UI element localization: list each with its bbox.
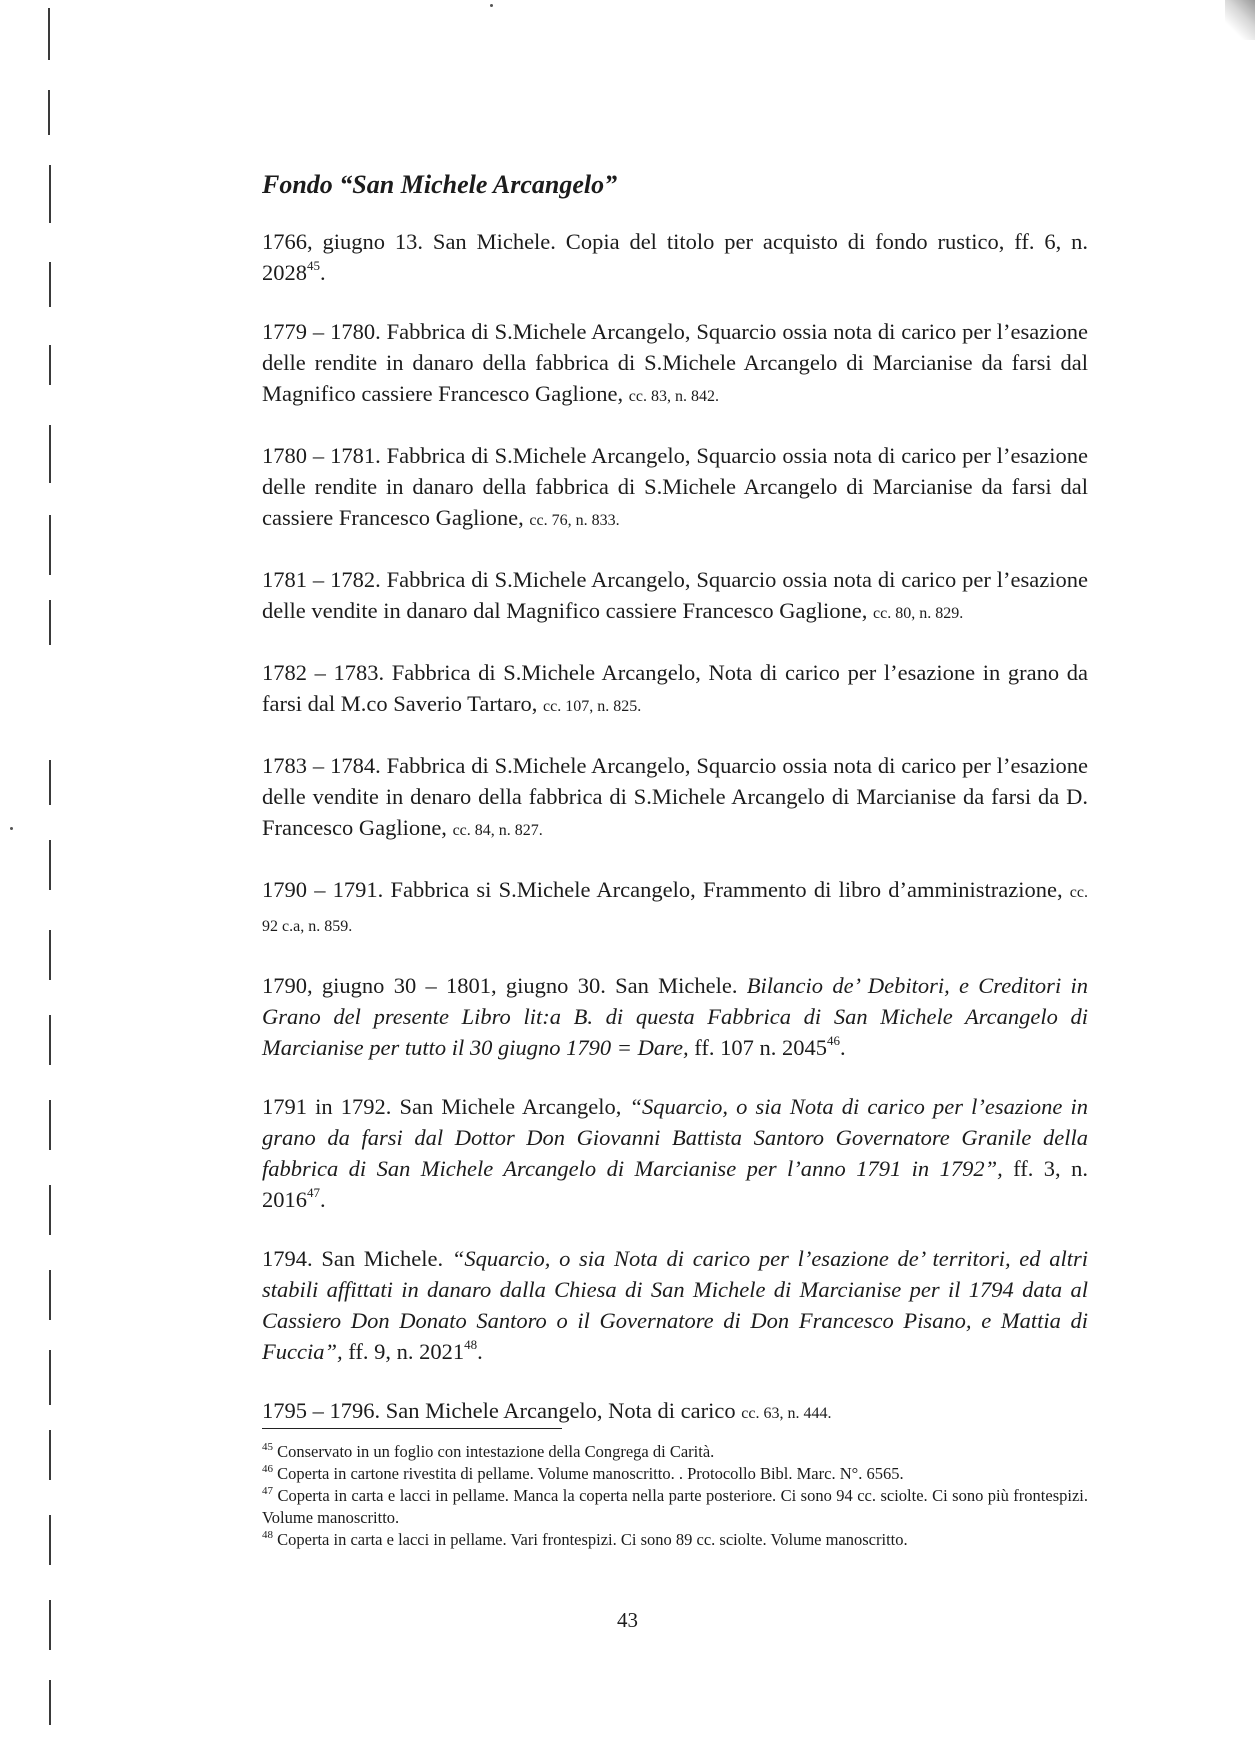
- archive-entry-1779: [262, 316, 1088, 412]
- archive-entry-1780: [262, 440, 1088, 536]
- section-heading: Fondo “San Michele Arcangelo”: [262, 170, 618, 199]
- footnote-48: [262, 1529, 1088, 1551]
- entry-text: 1783 – 1784. Fabbrica di S.Michele Arcangelo, Squarcio ossia nota di carico per l’esazione delle vendite in denaro della fabbrica di S.Michele Arcangelo di Marcianise da farsi da D. Francesco Gaglione,: [262, 753, 1088, 840]
- archive-entry-1791: [262, 1091, 1088, 1215]
- scan-edge-line: [49, 1015, 51, 1065]
- entry-end: .: [320, 260, 326, 285]
- main-content: [262, 170, 1088, 1457]
- footnote-number: 45: [262, 1440, 273, 1453]
- entry-reference: ff. 9, n. 2021: [342, 1339, 465, 1364]
- entry-text: 1795 – 1796. San Michele Arcangelo, Nota di carico: [262, 1398, 742, 1423]
- entry-text: 1782 – 1783. Fabbrica di S.Michele Arcangelo, Nota di carico per l’esazione in grano da farsi dal M.co Saverio Tartaro,: [262, 660, 1088, 716]
- entry-title: “Squarcio, o sia Nota di carico per l’esazione in grano da farsi dal Dottor Don Giovanni Battista Santoro Governatore Granile della fabbrica di San Michele Arcangelo di Marcianise per l’anno 1791 in 1792”,: [262, 1094, 1088, 1181]
- scan-edge-line: [49, 425, 51, 483]
- scan-edge-line: [49, 165, 51, 223]
- archive-entry-1783: [262, 750, 1088, 846]
- footnote-45: [262, 1441, 1088, 1463]
- footnote-text: Coperta in carta e lacci in pellame. Manca la coperta nella parte posteriore. Ci sono 94 cc. sciolte. Ci sono più frontespizi. Volume manoscritto.: [262, 1486, 1088, 1527]
- scan-edge-line: [49, 515, 51, 575]
- scan-edge-line: [49, 1185, 51, 1235]
- entry-reference: ff. 3, n. 2016: [262, 1156, 1088, 1212]
- scan-edge-line: [49, 262, 51, 307]
- scan-edge-line: [49, 1100, 51, 1150]
- scan-edge-line: [49, 1430, 51, 1480]
- entry-reference: cc. 76, n. 833.: [529, 512, 620, 529]
- archive-entry-1794: [262, 1243, 1088, 1367]
- entry-reference: cc. 84, n. 827.: [452, 822, 543, 839]
- footnote-ref: 45: [307, 257, 320, 273]
- entry-reference: cc. 83, n. 842.: [628, 388, 719, 405]
- scan-edge-line: [49, 345, 51, 385]
- footnote-ref: 46: [826, 1032, 840, 1048]
- footnote-number: 46: [262, 1462, 273, 1475]
- scan-edge-line: [49, 1350, 51, 1405]
- scan-corner-shadow: [1225, 0, 1255, 40]
- footnote-ref: 47: [307, 1184, 320, 1200]
- scan-speck: [10, 827, 13, 830]
- footnote-text: Conservato in un foglio con intestazione della Congrega di Carità.: [273, 1442, 715, 1461]
- entry-text: 1766, giugno 13. San Michele. Copia del titolo per acquisto di fondo rustico, ff. 6, n. 2028: [262, 229, 1088, 285]
- footnote-text: Coperta in carta e lacci in pellame. Vari frontespizi. Ci sono 89 cc. sciolte. Volume manoscritto.: [273, 1530, 908, 1549]
- footnote-divider: [262, 1428, 562, 1429]
- archive-entry-1795: [262, 1395, 1088, 1429]
- entry-reference: cc. 63, n. 444.: [741, 1405, 832, 1422]
- footnote-number: 47: [262, 1484, 273, 1497]
- archive-entry-1790-giugno: [262, 970, 1088, 1063]
- scan-edge-line: [48, 90, 50, 135]
- scan-edge-line: [49, 760, 51, 805]
- scan-edge-line: [49, 1680, 51, 1725]
- archive-entry-1782: [262, 657, 1088, 722]
- footnote-text: Coperta in cartone rivestita di pellame. Volume manoscritto. . Protocollo Bibl. Marc. N°. 6565.: [273, 1464, 904, 1483]
- entry-end: .: [839, 1035, 846, 1060]
- scan-speck: [490, 4, 493, 7]
- entry-title: Bilancio de’ Debitori, e Creditori in Grano del presente Libro lit:a B. di questa Fabbrica di San Michele Arcangelo di Marcianise per tutto il 30 giugno 1790 = Dare,: [262, 973, 1088, 1060]
- scan-edge-line: [49, 930, 51, 980]
- entry-reference: cc. 107, n. 825.: [543, 698, 642, 715]
- entry-text: 1780 – 1781. Fabbrica di S.Michele Arcangelo, Squarcio ossia nota di carico per l’esazione delle rendite in danaro della fabbrica di S.Michele Arcangelo di Marcianise da farsi dal cassiere Francesco Gaglione,: [262, 443, 1088, 530]
- entry-reference: cc. 80, n. 829.: [873, 605, 964, 622]
- scan-edge-line: [49, 1515, 51, 1565]
- footnote-ref: 48: [464, 1336, 478, 1352]
- entry-end: .: [477, 1339, 483, 1364]
- entry-reference: ff. 107 n. 2045: [688, 1035, 827, 1060]
- footnote-number: 48: [262, 1528, 273, 1541]
- entry-text: 1794. San Michele.: [262, 1246, 452, 1271]
- scan-edge-line: [49, 1270, 51, 1320]
- entry-text: 1779 – 1780. Fabbrica di S.Michele Arcangelo, Squarcio ossia nota di carico per l’esazione delle rendite in danaro della fabbrica di S.Michele Arcangelo di Marcianise da farsi dal Magnifico cassiere Francesco Gaglione,: [262, 319, 1088, 406]
- entry-title: “Squarcio, o sia Nota di carico per l’esazione de’ territori, ed altri stabili affittati in danaro dalla Chiesa di San Michele di Marcianise per il 1794 data al Cassiero Don Donato Santoro o il Governatore di Don Francesco Pisano, e Mattia di Fuccia”,: [262, 1246, 1088, 1364]
- entry-text: 1790, giugno 30 – 1801, giugno 30. San Michele.: [262, 973, 747, 998]
- entry-text: 1781 – 1782. Fabbrica di S.Michele Arcangelo, Squarcio ossia nota di carico per l’esazione delle vendite in danaro dal Magnifico cassiere Francesco Gaglione,: [262, 567, 1088, 623]
- scan-edge-line: [49, 600, 51, 645]
- entry-end: .: [320, 1187, 326, 1212]
- footnotes: [262, 1441, 1088, 1551]
- archive-entry-1766: [262, 226, 1088, 288]
- scan-edge-line: [49, 840, 51, 890]
- archive-entry-1790: [262, 874, 1088, 942]
- archive-entry-1781: [262, 564, 1088, 629]
- entry-reference: cc. 92 c.a, n. 859.: [262, 884, 1088, 935]
- footnote-47: [262, 1485, 1088, 1529]
- scan-edge-line: [48, 8, 50, 60]
- entry-text: 1791 in 1792. San Michele Arcangelo,: [262, 1094, 630, 1119]
- page-number: 43: [617, 1608, 638, 1632]
- footnote-46: [262, 1463, 1088, 1485]
- entry-text: 1790 – 1791. Fabbrica si S.Michele Arcangelo, Frammento di libro d’amministrazione,: [262, 877, 1070, 902]
